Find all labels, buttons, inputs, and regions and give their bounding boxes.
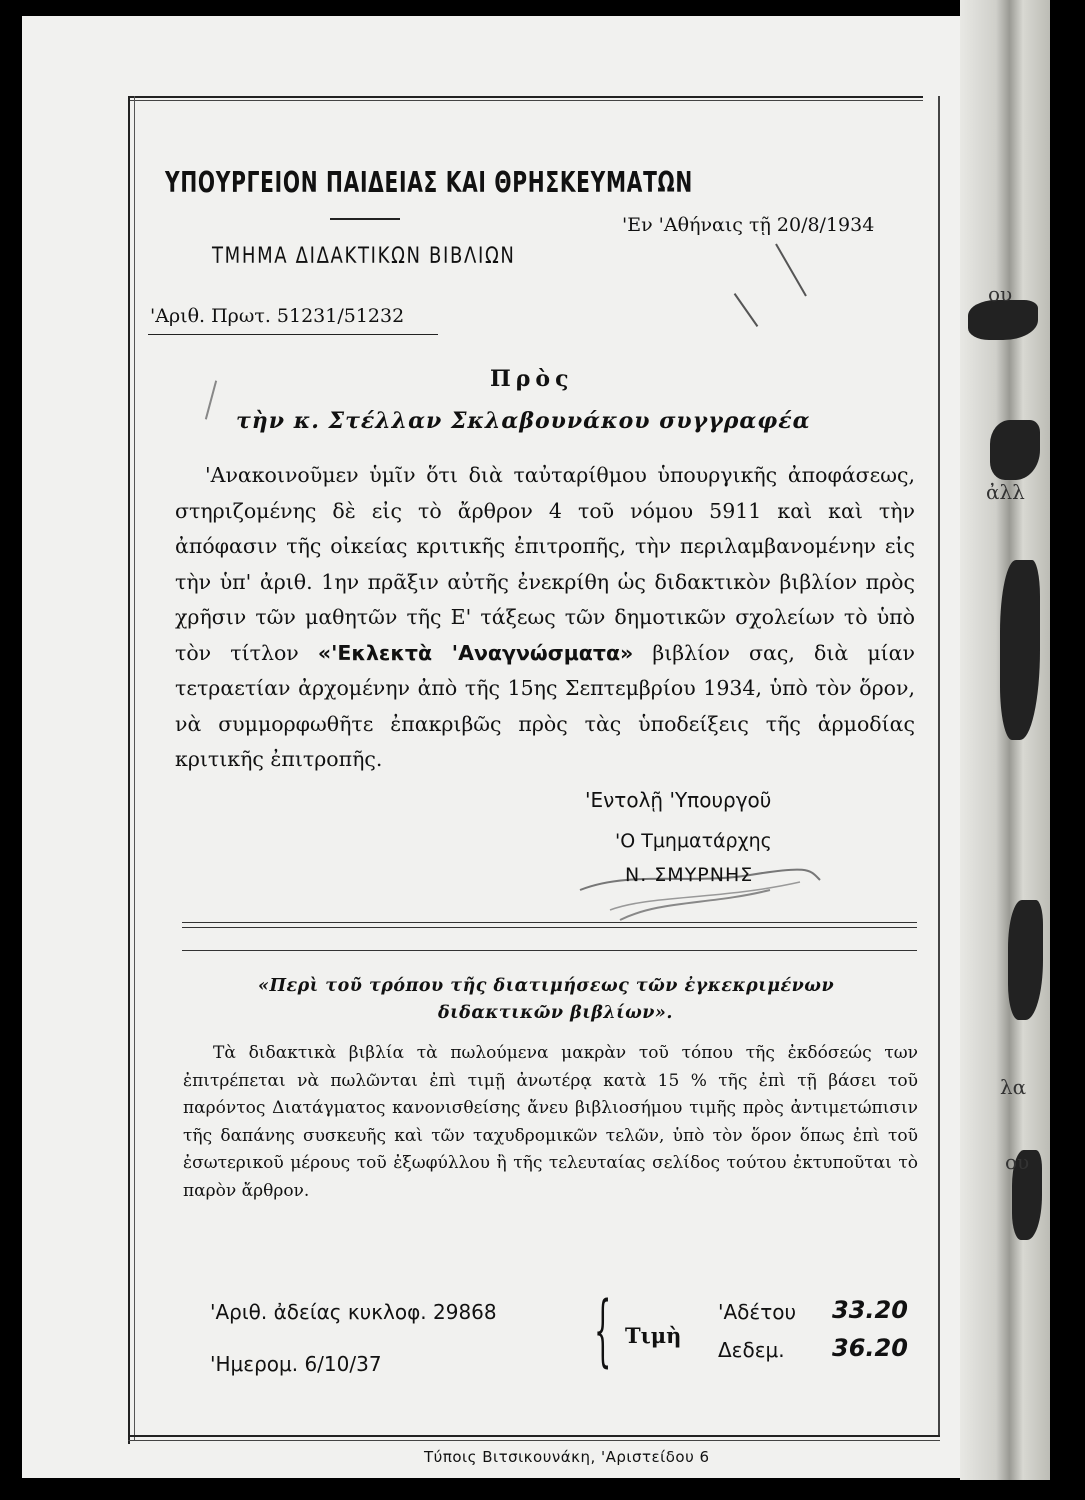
pricing-rule-title: «Περὶ τοῦ τρόπου τῆς διατιμήσεως τῶν ἐγκεκριμένων: [258, 976, 835, 996]
section-divider: [182, 922, 917, 923]
department-heading: ΤΜΗΜΑ ΔΙΔΑΚΤΙΚΩΝ ΒΙΒΛΙΩΝ: [212, 244, 516, 269]
spine-fragment: ἀλλ: [986, 480, 1025, 504]
letter-body: [175, 458, 915, 778]
letter-date: 'Εν 'Αθήναις τῇ 20/8/1934: [622, 214, 875, 236]
unbound-price-value: 33.20: [832, 1296, 908, 1324]
frame-border-bottom: [128, 1435, 940, 1437]
heading-divider: [330, 218, 400, 220]
frame-border-bottom-inner: [128, 1440, 940, 1441]
book-title: «'Εκλεκτὰ 'Αναγνώσματα»: [317, 640, 634, 665]
frame-border-top: [128, 96, 923, 98]
ministry-heading: ΥΠΟΥΡΓΕΙΟΝ ΠΑΙΔΕΙΑΣ ΚΑΙ ΘΡΗΣΚΕΥΜΑΤΩΝ: [165, 166, 694, 199]
frame-border-left: [128, 96, 130, 1444]
letter-body-part: βιβλίον σας, διὰ μίαν τετραετίαν ἀρχομένην ἀπὸ τῆς 15ης Σεπτεμβρίου 1934, ὑπὸ τὸν ὅρον, νὰ συμμορφωθῆτε ἐπακριβῶς πρὸς τὰς ὑποδείξεις τῆς ἁρμοδίας κριτικῆς ἐπιτροπῆς.: [175, 640, 915, 771]
bound-price-label: Δεδεμ.: [718, 1338, 785, 1362]
letter-body-part: 'Ανακοινοῦμεν ὑμῖν ὅτι διὰ ταὐταρίθμου ὑπουργικῆς ἀποφάσεως, στηριζομένης δὲ εἰς τὸ ἄρθρον 4 τοῦ νόμου 5911 καὶ καὶ τὴν ἀπόφασιν τῆς οἰκείας κριτικῆς ἐπιτροπῆς, τὴν περιλαμβανομένην εἰς τὴν ὑπ' ἀριθ. 1ην πρᾶξιν αὐτῆς ἐνεκρίθη ὡς διδακτικὸν βιβλίον πρὸς χρῆσιν τῶν μαθητῶν τῆς Ε' τάξεως τῶν δημοτικῶν σχολείων τὸ ὑπὸ τὸν τίτλον: [175, 463, 915, 665]
pricing-rule-text: Τὰ διδακτικὰ βιβλία τὰ πωλούμενα μακρὰν τοῦ τόπου τῆς ἐκδόσεώς των ἐπιτρέπεται νὰ πωλῶνται ἐπὶ τιμῇ ἀνωτέρᾳ κατὰ 15 % τῆς ἐπὶ τῇ βάσει τοῦ παρόντος Διατάγματος κανονισθείσης ἄνευ βιβλιοσήμου τιμῆς πρὸς ἀντιμετώπισιν τῆς δαπάνης συσκευῆς καὶ τῶν ταχυδρομικῶν τελῶν, ὑπὸ τὸν ὅρον ὅπως ἐπὶ τοῦ ἐσωτερικοῦ μέρους τοῦ ἐξωφύλλου ἢ τῆς τελευταίας σελίδος τούτου ἐκτυποῦται τὸ παρὸν ἄρθρον.: [183, 1043, 918, 1201]
section-divider: [182, 927, 917, 928]
protocol-underline: [148, 334, 438, 335]
signatory-name: Ν. ΣΜΥΡΝΗΣ: [625, 864, 754, 886]
protocol-number: 'Αριθ. Πρωτ. 51231/51232: [150, 305, 405, 327]
permit-date: 'Ημερομ. 6/10/37: [210, 1352, 382, 1376]
frame-border-right: [938, 96, 940, 1436]
brace-icon: {: [594, 1286, 612, 1376]
frame-border-top-inner: [128, 100, 923, 101]
book-spine-edge: [960, 0, 1050, 1480]
recipient-line: τὴν κ. Στέλλαν Σκλαβουνάκου συγγραφέα: [236, 408, 811, 434]
frame-border-left-inner: [134, 96, 135, 1440]
bound-price-value: 36.20: [832, 1334, 908, 1362]
pricing-rule-title: διδακτικῶν βιβλίων».: [438, 1003, 673, 1023]
spine-fragment: ου: [988, 282, 1013, 306]
unbound-price-label: 'Αδέτου: [718, 1300, 797, 1324]
spine-fragment: ου: [1005, 1150, 1030, 1174]
spine-fragment: λα: [1000, 1075, 1027, 1099]
printer-imprint: Τύποις Βιτσικουνάκη, 'Αριστείδου 6: [424, 1448, 710, 1466]
signature-title: 'Ο Τμηματάρχης: [615, 830, 772, 852]
signature-command: 'Εντολῇ 'Υπουργοῦ: [585, 788, 772, 812]
section-divider: [182, 950, 917, 951]
address-to-label: Πρὸς: [490, 366, 574, 392]
price-label: Τιμὴ: [625, 1323, 682, 1348]
circulation-permit: 'Αριθ. ἀδείας κυκλοφ. 29868: [210, 1300, 497, 1324]
